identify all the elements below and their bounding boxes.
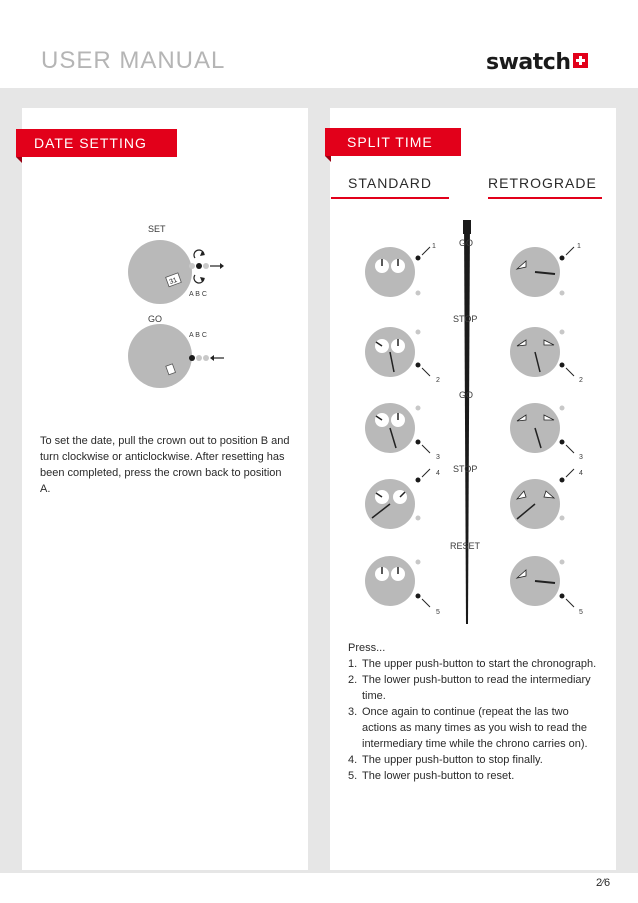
step-reset: RESET [450,541,481,551]
retrograde-watch-4 [510,469,574,529]
brand-wordmark: swatch [486,50,571,75]
retrograde-watch-2 [510,327,574,377]
watch-dial-set [128,240,192,304]
positions-label-set: A B C [189,291,207,298]
standard-step-number-2: 2 [436,377,440,384]
crown-position-a [189,263,195,269]
date-window-value: 31 [168,276,179,287]
split-time-instructions [348,640,598,784]
swiss-cross-icon [573,53,588,68]
timeline-bar [464,220,470,624]
watch-dial-go [128,324,192,388]
list-item [348,768,598,784]
brand-logo [486,50,588,75]
step-stop-2: STOP [453,464,478,474]
list-item [348,672,598,704]
split-time-diagram [360,214,600,634]
list-item-text: The upper push-button to stop finally. [362,754,543,766]
standard-step-number-1: 1 [432,243,436,250]
arrow-right-icon [210,263,224,269]
rotate-clockwise-icon [194,250,205,258]
crown-position-b [196,263,202,269]
standard-watch-5 [365,556,430,607]
retrograde-step-number-3: 3 [579,454,583,461]
list-item [348,656,598,672]
list-item-text: Once again to continue (repeat the las two actions as many times as you wish to read the intermediary time while the chrono carries on). [362,706,588,750]
retrograde-watch-5 [510,556,574,607]
standard-watch-4 [365,469,430,529]
crown-position-a-go [189,355,195,361]
standard-step-number-4: 4 [436,470,440,477]
page-title: USER MANUAL [41,47,226,74]
list-item-number: 1. [348,658,358,670]
list-item-number: 2. [348,674,358,686]
list-item [348,704,598,752]
list-item-number: 4. [348,754,358,766]
standard-step-number-5: 5 [436,609,440,616]
page-number: 2⁄6 [596,877,611,889]
press-title: Press... [348,642,386,654]
crown-position-c [203,263,209,269]
retrograde-label: RETROGRADE [488,175,602,195]
retrograde-step-number-1: 1 [577,243,581,250]
rotate-anticlockwise-icon [194,275,205,283]
instruction-list [348,656,598,784]
standard-watch-2 [365,327,430,377]
go-label: GO [148,314,163,324]
retrograde-watch-1 [510,247,574,297]
step-stop-1: STOP [453,314,478,324]
retrograde-watch-3 [510,403,574,453]
standard-watch-1 [365,247,430,297]
list-item-number: 5. [348,770,358,782]
split-time-heading: SPLIT TIME [325,128,461,156]
step-go-2: GO [459,390,474,400]
standard-step-number-3: 3 [436,454,440,461]
date-setting-heading: DATE SETTING [16,129,177,157]
date-setting-instructions: To set the date, pull the crown out to position B and turn clockwise or anticlockwise. After resetting has been completed, press the crown back to position A. [40,435,290,495]
list-item-number: 3. [348,706,358,718]
date-setting-diagram [120,218,240,388]
set-label: SET [148,224,166,234]
positions-label-go: A B C [189,332,207,339]
standard-watch-3 [365,403,430,453]
list-item [348,752,598,768]
standard-label: STANDARD [331,175,449,195]
retrograde-step-number-5: 5 [579,609,583,616]
crown-position-c-go [203,355,209,361]
arrow-left-icon [210,355,224,361]
list-item-text: The lower push-button to reset. [362,770,515,782]
list-item-text: The upper push-button to start the chronograph. [362,658,597,670]
retrograde-step-number-4: 4 [579,470,583,477]
crown-position-b-go [196,355,202,361]
retrograde-step-number-2: 2 [579,377,583,384]
list-item-text: The lower push-button to read the intermediary time. [362,674,591,702]
step-go-1: GO [459,238,474,248]
timeline-cap [463,220,471,234]
